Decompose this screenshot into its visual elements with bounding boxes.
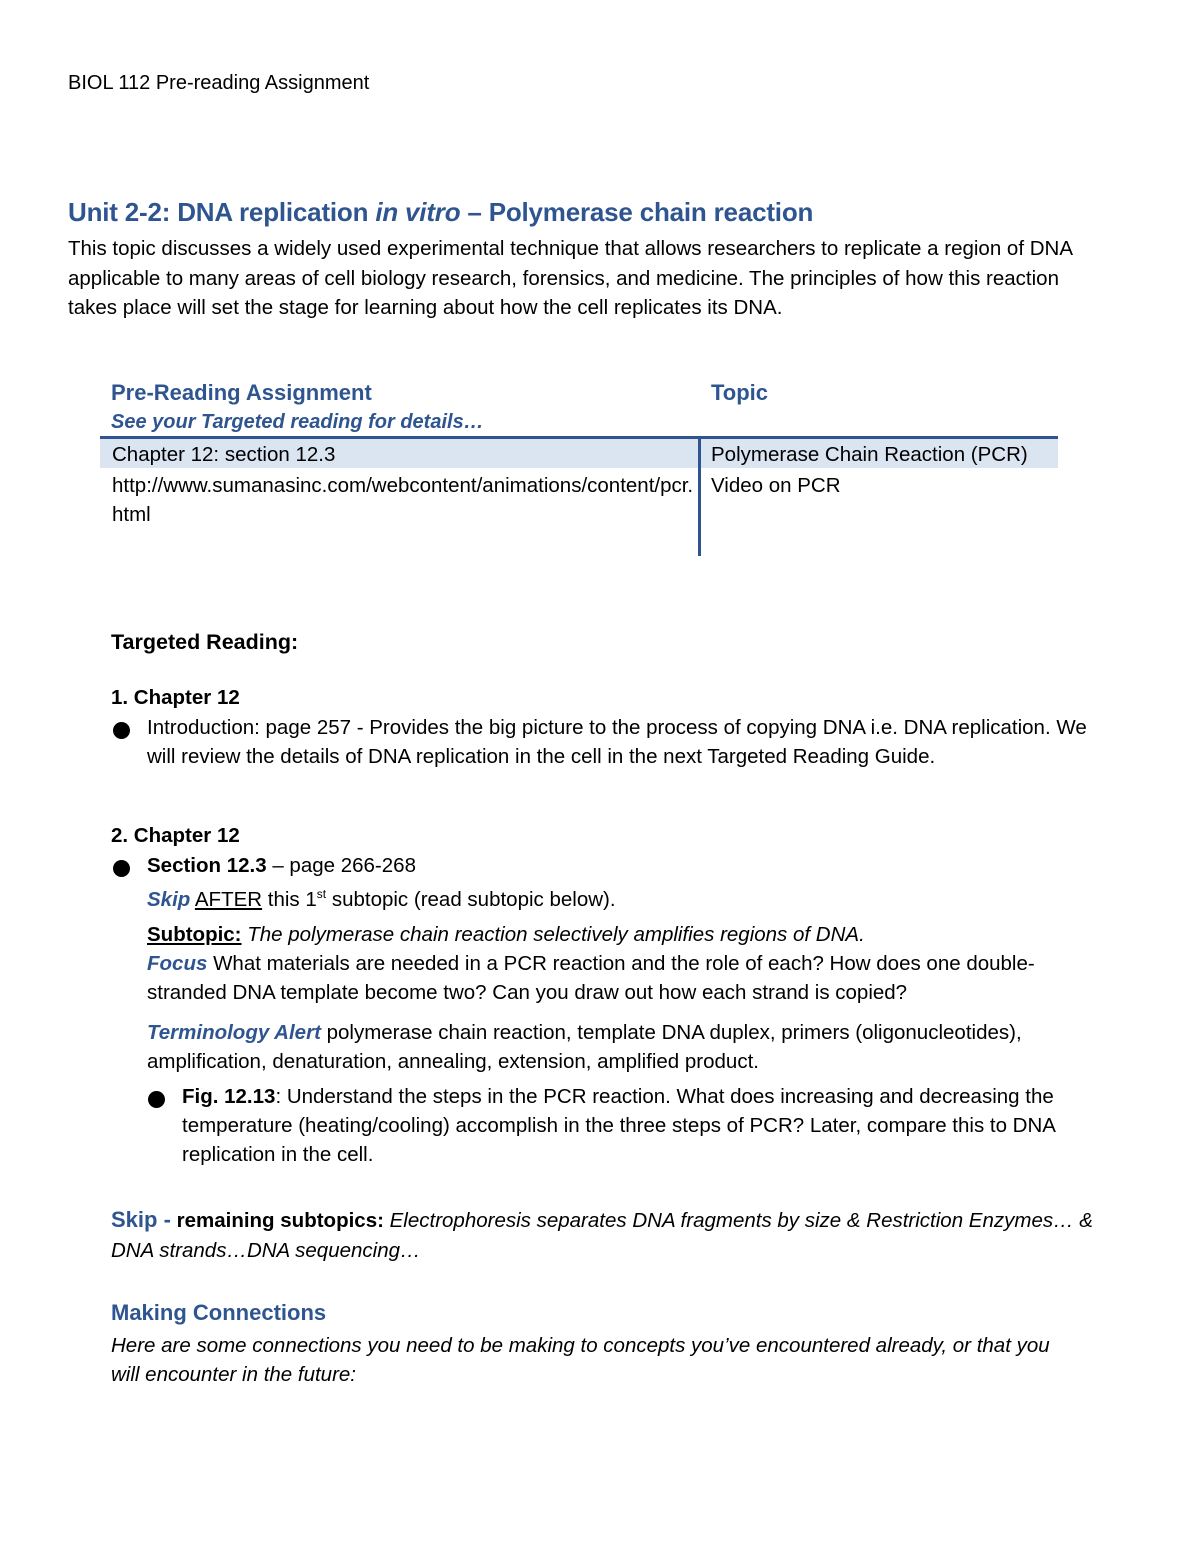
section-rest: – page 266-268 [266,854,416,877]
bullet-icon [148,1091,165,1108]
table-divider-horizontal [100,436,1058,439]
skip-rest: this 1 [262,887,317,911]
figure-label: Fig. 12.13 [182,1085,276,1108]
skip-tail: subtopic (read subtopic below). [326,887,616,911]
subtopic-line [147,920,1097,949]
reading-item-1-text: Introduction: page 257 - Provides the big picture to the process of copying DNA i.e. DNA replication. We will review the details of DNA replication in the cell in the next Targeted Reading Guide. [147,716,1087,768]
figure-text: : Understand the steps in the PCR reaction. What does increasing and decreasing the temperature (heating/cooling) accomplish in the three steps of PCR? Later, compare this to DNA replication in the cell. [182,1085,1055,1166]
title-suffix: – Polymerase chain reaction [460,197,814,227]
skip-italic-text: Electrophoresis separates DNA fragments by size & Restriction Enzymes… & DNA strands…DNA sequencing… [111,1209,1093,1262]
table-cell-topic: Video on PCR [711,474,841,497]
making-connections-heading: Making Connections [111,1300,327,1325]
reading-item-1-label: 1. Chapter 12 [111,686,240,709]
bullet-icon [113,860,130,877]
table-cell-link[interactable]: http://www.sumanasinc.com/webcontent/animations/content/pcr.html [112,474,694,526]
terminology-label: Terminology Alert [147,1021,321,1044]
skip-after-line [147,880,1097,914]
after-word: AFTER [194,887,263,911]
terminology-paragraph [147,1018,1097,1076]
title-prefix: Unit 2-2: DNA replication [68,197,376,227]
making-connections-text: Here are some connections you need to be making to concepts you’ve encountered already, or that you will encounter in the future: [111,1334,1050,1386]
intro-paragraph: This topic discusses a widely used experimental technique that allows researchers to replicate a region of DNA applicable to many areas of cell biology research, forensics, and medicine. The principles of how this reaction takes place will set the stage for learning about how the cell replicates its DNA. [68,237,1072,319]
table-cell-assignment: Chapter 12: section 12.3 [112,443,336,466]
superscript: st [316,887,327,901]
focus-text: What materials are needed in a PCR reaction and the role of each? How does one double-stranded DNA template become two? Can you draw out how each strand is copied? [147,952,1035,1004]
page-title [68,197,813,228]
skip-heading: Skip [111,1207,158,1232]
skip-dash: - [157,1207,171,1232]
table-header-assignment: Pre-Reading Assignment [111,380,372,405]
focus-paragraph [147,949,1097,1007]
section-line [147,851,1097,880]
table-divider-vertical [698,436,701,556]
skip-label: Skip [147,887,191,911]
page-header: BIOL 112 Pre-reading Assignment [68,72,370,94]
skip-remaining-paragraph [111,1205,1111,1266]
table-header-topic: Topic [711,380,769,405]
bullet-icon [113,722,130,739]
reading-item-2-label: 2. Chapter 12 [111,824,240,847]
skip-bold-text: remaining subtopics: [170,1209,390,1232]
table-subheader-details: See your Targeted reading for details… [111,411,484,433]
figure-paragraph [182,1082,1097,1169]
targeted-reading-heading: Targeted Reading: [111,630,299,654]
focus-label: Focus [147,952,208,975]
subtopic-label: Subtopic: [147,923,242,946]
terminology-text: polymerase chain reaction, template DNA duplex, primers (oligonucleotides), amplification, denaturation, annealing, extension, amplified product. [147,1021,1022,1073]
table-cell-topic: Polymerase Chain Reaction (PCR) [711,443,1028,466]
title-italic: in vitro [375,197,461,227]
section-bold: Section 12.3 [147,854,267,877]
subtopic-text: The polymerase chain reaction selectively amplifies regions of DNA. [241,923,865,946]
